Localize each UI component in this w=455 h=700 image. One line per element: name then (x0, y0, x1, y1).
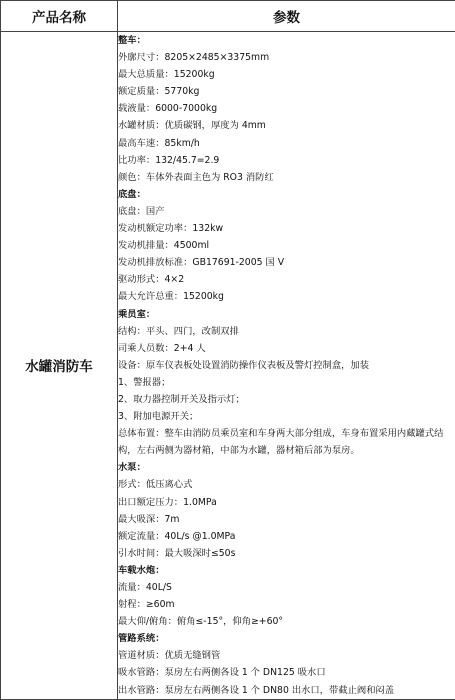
param-line: 1、警报器； (118, 374, 455, 391)
param-line: 载液量：6000-7000kg (118, 100, 455, 117)
param-section-heading: 整车： (118, 32, 455, 49)
param-line: 最大允许总重：15200kg (118, 288, 455, 305)
product-name-cell: 水罐消防车 (1, 32, 118, 700)
param-line: 最大吸深：7m (118, 511, 455, 528)
param-line: 结构：平头、四门，改制双排 (118, 323, 455, 340)
param-line: 流量：40L/S (118, 579, 455, 596)
header-product-name: 产品名称 (1, 1, 118, 32)
param-line: 发动机排放标准：GB17691-2005 国 V (118, 254, 455, 271)
param-line: 额定流量：40L/s @1.0MPa (118, 528, 455, 545)
param-line: 设备：原车仪表板处设置消防操作仪表板及警灯控制盒，加装 (118, 357, 455, 374)
param-line: 管道材质：优质无缝钢管 (118, 647, 455, 664)
param-line: 吸水管路：泵房左右两侧各设 1 个 DN125 吸水口 (118, 664, 455, 681)
param-line: 发动机排量：4500ml (118, 237, 455, 254)
param-line: 出水管路：泵房左右两侧各设 1 个 DN80 出水口，带截止阀和闷盖 (118, 682, 455, 699)
param-line: 发动机额定功率：132kw (118, 220, 455, 237)
param-line: 出口额定压力：1.0MPa (118, 494, 455, 511)
param-line: 3、附加电源开关； (118, 408, 455, 425)
param-section-heading: 车载水炮： (118, 562, 455, 579)
param-line: 最大仰/俯角：俯角≤-15°，仰角≥+60° (118, 613, 455, 630)
param-line: 比功率：132/45.7=2.9 (118, 152, 455, 169)
product-row (1, 32, 455, 700)
header-params: 参数 (118, 1, 455, 32)
param-line: 最大总质量：15200kg (118, 66, 455, 83)
param-line: 底盘：国产 (118, 203, 455, 220)
param-line: 最高车速：85km/h (118, 135, 455, 152)
param-section-heading: 水泵： (118, 459, 455, 476)
param-line: 形式：低压离心式 (118, 476, 455, 493)
param-line: 驱动形式：4×2 (118, 271, 455, 288)
params-cell (118, 32, 455, 700)
param-line: 射程：≥60m (118, 596, 455, 613)
param-line: 外廓尺寸：8205×2485×3375mm (118, 49, 455, 66)
param-line: 司乘人员数：2+4 人 (118, 340, 455, 357)
header-row (1, 1, 455, 32)
param-line: 引水时间：最大吸深时≤50s (118, 545, 455, 562)
param-section-heading: 管路系统： (118, 630, 455, 647)
param-section-heading: 乘员室： (118, 306, 455, 323)
param-line: 2、取力器控制开关及指示灯； (118, 391, 455, 408)
param-line: 水罐材质：优质碳钢，厚度为 4mm (118, 117, 455, 134)
param-line: 总体布置：整车由消防员乘员室和车身两大部分组成，车身布置采用内藏罐式结构，左右两侧为器材箱，中部为水罐，器材箱后部为泵房。 (118, 425, 455, 459)
param-line: 额定质量：5770kg (118, 83, 455, 100)
param-line: 颜色：车体外表面主色为 RO3 消防红 (118, 169, 455, 186)
param-section-heading: 底盘： (118, 186, 455, 203)
